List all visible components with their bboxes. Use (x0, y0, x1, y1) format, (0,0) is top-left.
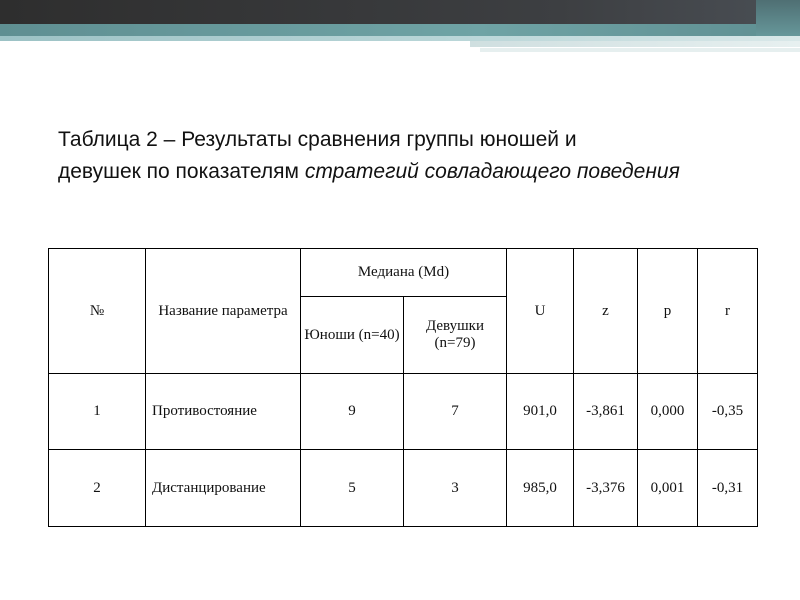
cell-z: -3,376 (574, 450, 638, 527)
cell-u: 901,0 (507, 374, 574, 450)
header-stripe-2 (470, 41, 800, 47)
slide-title-line-2-italic: стратегий совладающего поведения (304, 160, 680, 183)
cell-r: -0,31 (698, 450, 758, 527)
header-boys: Юноши (n=40) (301, 297, 404, 374)
header-band-teal (0, 24, 800, 36)
cell-no: 1 (49, 374, 146, 450)
slide-title (58, 124, 778, 188)
header-median: Медиана (Md) (301, 249, 507, 297)
header-stripe-3 (480, 48, 800, 52)
slide-title-line-2-plain: девушек по показателям (58, 160, 305, 183)
cell-name: Дистанцирование (146, 450, 301, 527)
cell-girls: 7 (404, 374, 507, 450)
cell-name: Противостояние (146, 374, 301, 450)
header-u: U (507, 249, 574, 374)
header-p: p (638, 249, 698, 374)
header-parameter-name: Название параметра (146, 249, 301, 374)
header-band-dark (0, 0, 800, 24)
header-r: r (698, 249, 758, 374)
slide-title-line-1: Таблица 2 – Результаты сравнения группы юношей и (58, 128, 577, 151)
header-no: № (49, 249, 146, 374)
cell-z: -3,861 (574, 374, 638, 450)
cell-p: 0,001 (638, 450, 698, 527)
results-table (48, 248, 758, 527)
header-z: z (574, 249, 638, 374)
cell-r: -0,35 (698, 374, 758, 450)
cell-u: 985,0 (507, 450, 574, 527)
cell-p: 0,000 (638, 374, 698, 450)
slide-title-line-2 (58, 156, 778, 188)
cell-boys: 5 (301, 450, 404, 527)
table-row (49, 450, 758, 527)
table-header-row-1 (49, 249, 758, 297)
cell-girls: 3 (404, 450, 507, 527)
cell-boys: 9 (301, 374, 404, 450)
table-row (49, 374, 758, 450)
cell-no: 2 (49, 450, 146, 527)
header-girls: Девушки (n=79) (404, 297, 507, 374)
